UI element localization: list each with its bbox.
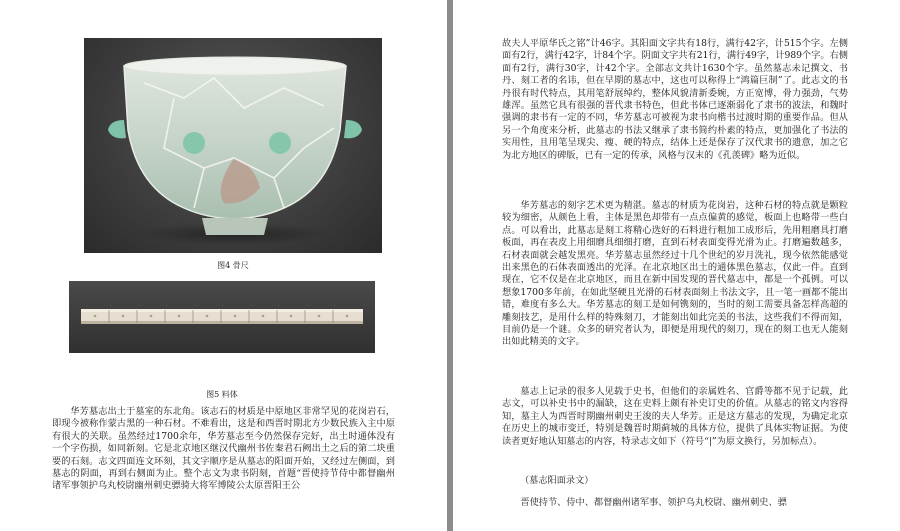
right-page [453, 0, 900, 531]
right-paragraph-2: 华芳墓志的刻字艺术更为精湛。墓志的材质为花岗岩，这种石材的特点就是颗粒较为细密，从颜色上看，主体是黑色却带有一点点偏黄的感觉，板面上也略带一些白点。可以看出，此墓志是刻工将精心选好的石料进行粗加工成形后，先用粗磨具打磨板面，再在表皮上用细磨具细细打磨，直到石材表面变得光滑为止。打磨遍数越多，石材表面就会越发黑亮。华芳墓志虽然经过十几个世纪的岁月洗礼，现今依然能感觉出来黑色的石体表面透出的光泽。在北京地区出土的通体黑色墓志，仅此一件。直到现在，它不仅是在北京地区，而且在新中国发现的晋代墓志中，都是一个孤例。可以想象1700多年前，在如此坚硬且光滑的石材表面刻上书法文字，且一笔一画都不能出错，难度有多么大。华芳墓志的刻工是如何镌刻的，当时的刻工需要具备怎样高超的雕刻技艺，是用什么样的特殊刻刀，才能刻出如此完美的书法，这些我们不得而知，目前仍是一个谜。众多的研究者认为，即便是用现代的刻刀，现在的刻工也无人能刻出如此精美的文字。 [502, 200, 848, 348]
bone-ruler-image [69, 281, 375, 353]
left-page [0, 0, 447, 531]
inscription-subheading: （墓志阳面录文） [520, 475, 594, 486]
left-body-paragraph: 华芳墓志出土于墓室的东北角。该志石的材质是中原地区非常罕见的花岗岩石，即现今被称作蒙古黑的一种石材。不难看出，这是和西晋时期北方少数民族入主中原有很大的关联。虽然经过1700余年，华芳墓志至今仍然保存完好，出土时通体没有一个字伤损，如同新刻。它是北京地区继汉代幽州书佐秦君石阙出土之后的第二块重要的石刻。志文四面连文环刻，其文字顺序是从墓志的阳面开始，又经过左侧面，到墓志的阴面，再到右侧面为止。整个志文为隶书阴刻，首题“晋使持节侍中都督幽州诸军事领护乌丸校尉幽州刺史骠骑大将军博陵公太原晋阳王公 [52, 406, 395, 492]
figure5-caption: 图5 料体 [206, 390, 238, 399]
figure4-caption: 图4 骨尺 [217, 261, 249, 270]
glass-bowl-photo [84, 38, 382, 253]
right-paragraph-3: 墓志上记录的很多人见载于史书，但他们的亲属姓名、官爵等都不见于记载，此志文，可以补史书中的漏缺，这在史料上颇有补史订史的价值。从墓志的铭文内容得知，墓主人为西晋时期幽州刺史王浚的夫人华芳。正是这方墓志的发现，为确定北京在历史上的城市变迁，特别是魏晋时期蓟城的具体方位，提供了具体实物证据。为使读者更好地认知墓志的内容，特录志文如下（符号“|”为原文换行，另加标点）。 [502, 386, 848, 447]
right-paragraph-1: 故夫人平原华氏之铭”计46字。其阳面文字共有18行，满行42字，计515个字。左侧面有2行，满行42字，计84个字。阴面文字共有21行，满行49字，计989个字。右侧面有2行，满行30字，计42个字。全部志文共计1630个字。虽然墓志未记撰文、书丹、刻工者的名讳，但在早期的墓志中，这也可以称得上“鸿篇巨制”了。此志文的书丹很有时代特点，其用笔舒展绰约，整体风貌清新委婉，方正宽博，骨力强劲，气势雄浑。虽然它具有很强的晋代隶书特色，但此书体已逐渐弱化了隶书的波法，和魏时强调的隶书有一定的不同，华芳墓志可被视为隶书向楷书过渡时期的重要作品。但从另一个角度来分析，此墓志的书法又继承了隶书简约朴素的特点，更加强化了书法的实用性，且用笔呈现尖、瘦、硬的特点，结体上还是保存了汉代隶书的遗意，加之它为北方地区的碑版，已有一定的传承，风格与汉末的《孔羡碑》略为近似。 [502, 38, 848, 161]
bone-ruler-photo [69, 281, 375, 353]
glass-bowl-image [84, 38, 382, 253]
right-paragraph-4: 晋使持节、侍中、都督幽州诸军事、领护乌丸校尉、幽州刺史、骠 [520, 497, 787, 508]
